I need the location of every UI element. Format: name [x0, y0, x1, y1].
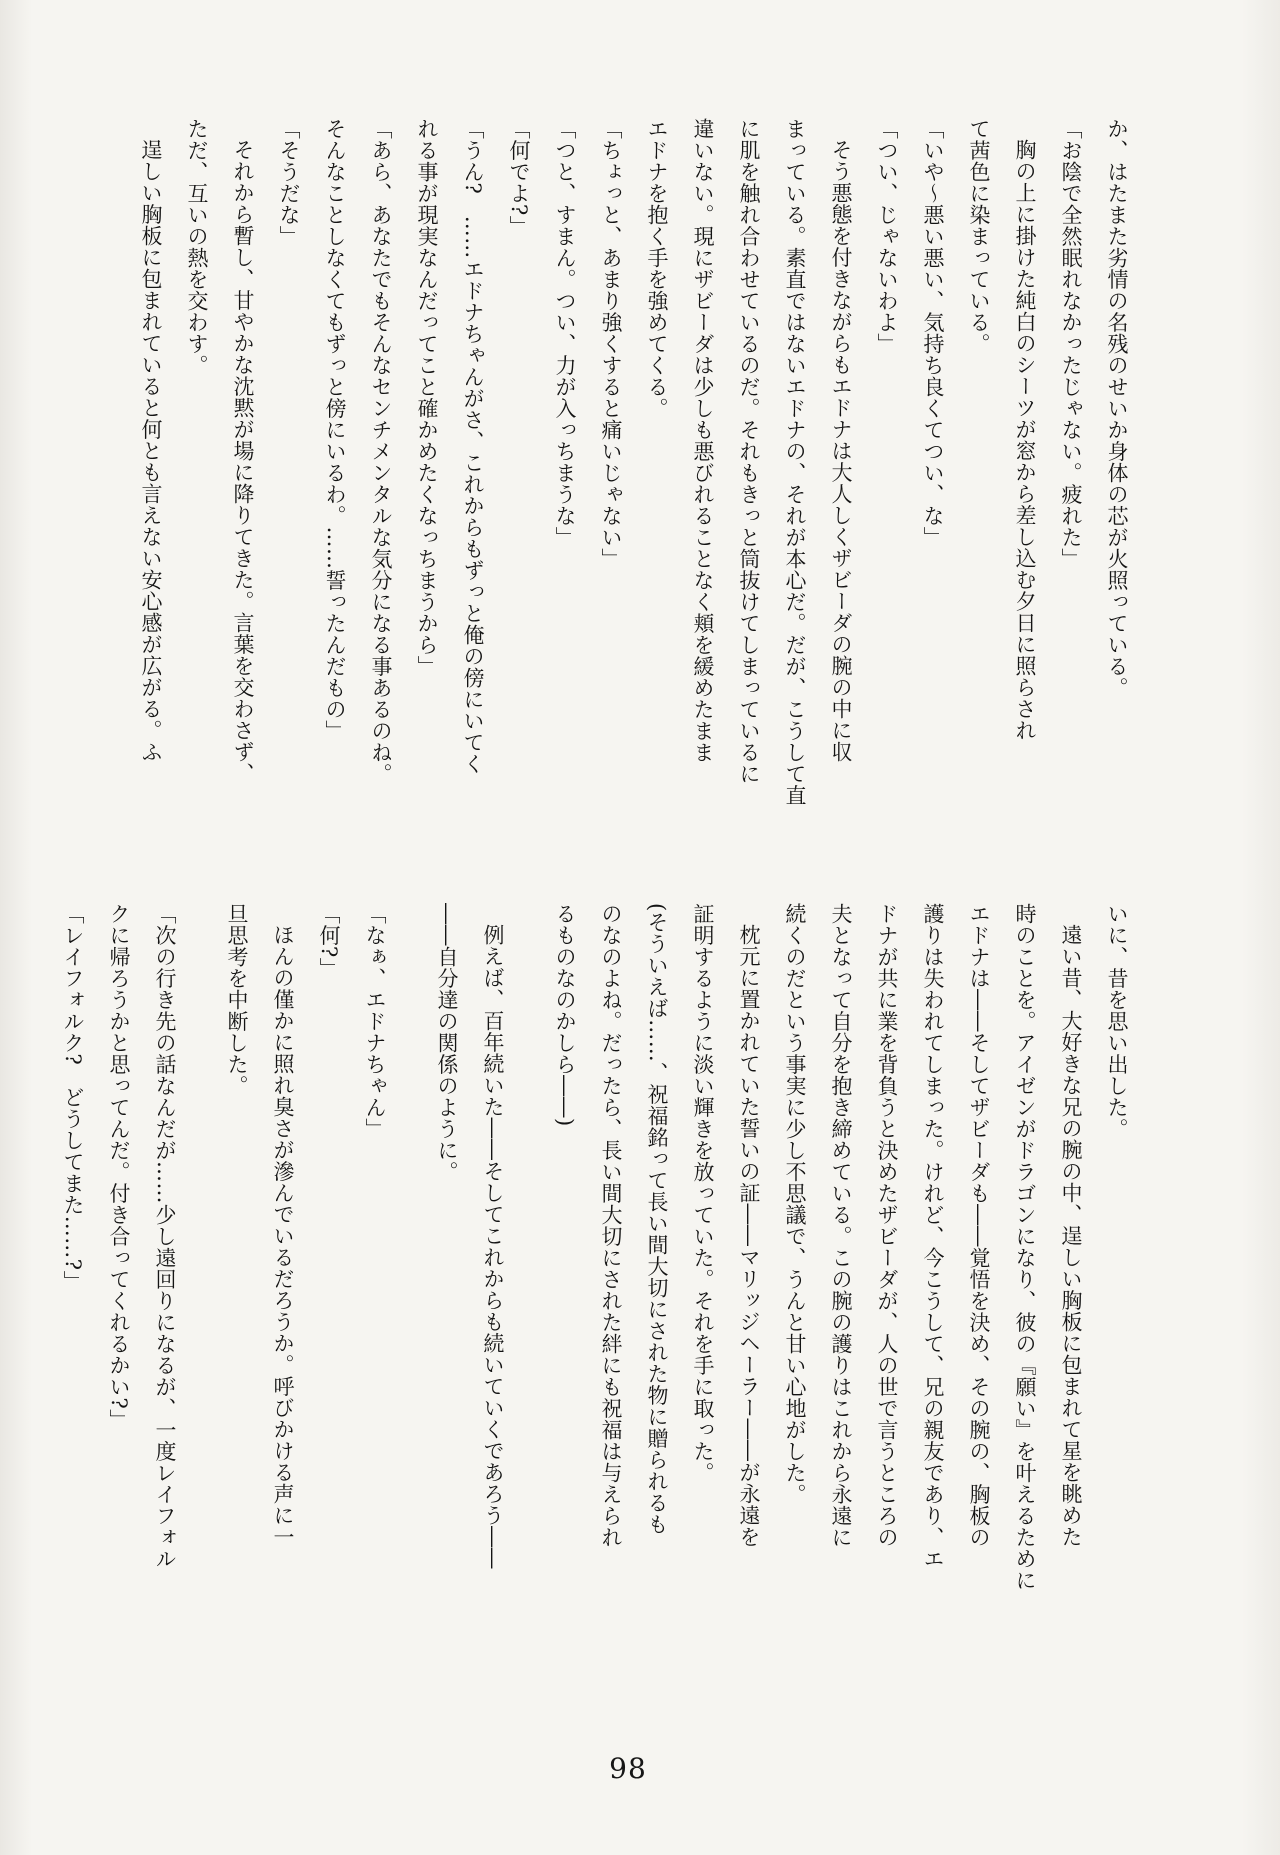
text-column: エドナは――そしてザビーダも――覚悟を決め、その腕の、胸板の — [967, 903, 991, 1548]
text-column: クに帰ろうかと思ってんだ。付き合ってくれるかい?」 — [107, 903, 131, 1431]
text-column: 夫となって自分を抱き締めている。この腕の護りはこれから永遠に — [829, 903, 853, 1548]
text-column: 「つと、すまん。つい、力が入っちまうな」 — [553, 118, 577, 548]
text-column: 「あら、あなたでもそんなセンチメンタルな気分になる事あるのね。 — [369, 118, 393, 785]
text-column: 「つい、じゃないわよ」 — [875, 118, 899, 355]
text-column: ドナが共に業を背負うと決めたザビーダが、人の世で言うところの — [875, 903, 899, 1548]
text-column: そう悪態を付きながらもエドナは大人しくザビーダの腕の中に収 — [829, 139, 853, 763]
text-column: のなのよね。だったら、長い間大切にされた絆にも祝福は与えられ — [599, 903, 623, 1548]
text-column: 証明するように淡い輝きを放っていた。それを手に取った。 — [691, 903, 715, 1484]
text-column: 「次の行き先の話なんだが……少し遠回りになるが、一度レイフォル — [153, 903, 177, 1570]
text-column: 「いや〜悪い悪い、気持ち良くてつい、な」 — [921, 118, 945, 548]
text-column: 「うん? ……エドナちゃんがさ、これからもずっと俺の傍にいてく — [461, 118, 485, 775]
text-column: 「お陰で全然眠れなかったじゃない。疲れた」 — [1059, 118, 1083, 570]
text-column: いに、昔を思い出した。 — [1105, 903, 1129, 1140]
text-column: 続くのだという事実に少し不思議で、うんと甘い心地がした。 — [783, 903, 807, 1505]
text-column: 時のことを。アイゼンがドラゴンになり、彼の『願い』を叶えるために — [1013, 903, 1037, 1591]
text-column: るものなのかしら――) — [553, 903, 577, 1127]
text-column: 「なぁ、エドナちゃん」 — [363, 903, 387, 1140]
text-column: て茜色に染まっている。 — [967, 118, 991, 355]
text-column: 「何でよ?」 — [507, 118, 531, 238]
text-column: 遠い昔、大好きな兄の腕の中、逞しい胸板に包まれて星を眺めた — [1059, 924, 1083, 1548]
text-column: 「ちょっと、あまり強くすると痛いじゃない」 — [599, 118, 623, 570]
text-column: 枕元に置かれていた誓いの証――マリッジヘーラー――が永遠を — [737, 924, 761, 1548]
text-block-bottom — [50, 903, 1140, 1628]
text-block-top — [128, 118, 1140, 843]
text-column: ほんの僅かに照れ臭さが滲んでいるだろうか。呼びかける声に一 — [271, 924, 295, 1548]
text-column: 護りは失われてしまった。けれど、今こうして、兄の親友であり、エ — [921, 903, 945, 1570]
text-column: そんなことしなくてもずっと傍にいるわ。……誓ったんだもの」 — [323, 118, 347, 742]
page-number: 98 — [609, 1752, 647, 1785]
text-column: エドナを抱く手を強めてくる。 — [645, 118, 669, 419]
text-column: まっている。素直ではないエドナの、それが本心だ。だが、こうして直 — [783, 118, 807, 806]
text-column: 例えば、百年続いた――そしてこれからも続いていくであろう―― — [481, 924, 505, 1569]
text-column: 逞しい胸板に包まれていると何とも言えない安心感が広がる。ふ — [139, 139, 163, 763]
text-column: それから暫し、甘やかな沈黙が場に降りてきた。言葉を交わさず、 — [231, 139, 255, 784]
text-column: ――自分達の関係のように。 — [435, 903, 459, 1183]
text-column: 「レイフォルク? どうしてまた……?」 — [61, 903, 85, 1293]
text-column: に肌を触れ合わせているのだ。それもきっと筒抜けてしまっているに — [737, 118, 761, 785]
text-column: 胸の上に掛けた純白のシーツが窓から差し込む夕日に照らされ — [1013, 139, 1037, 741]
text-column: 違いない。現にザビーダは少しも悪びれることなく頬を緩めたまま — [691, 118, 715, 763]
text-column: ただ、互いの熱を交わす。 — [185, 118, 209, 376]
text-column: 「そうだな」 — [277, 118, 301, 247]
text-column: か、はたまた劣情の名残のせいか身体の芯が火照っている。 — [1105, 118, 1129, 699]
text-column: れる事が現実なんだってこと確かめたくなっちまうから」 — [415, 118, 439, 677]
text-column: 「何?」 — [317, 903, 341, 980]
text-column: (そういえば……、祝福銘って長い間大切にされた物に贈られるも — [645, 903, 669, 1536]
text-column: 旦思考を中断した。 — [225, 903, 249, 1097]
